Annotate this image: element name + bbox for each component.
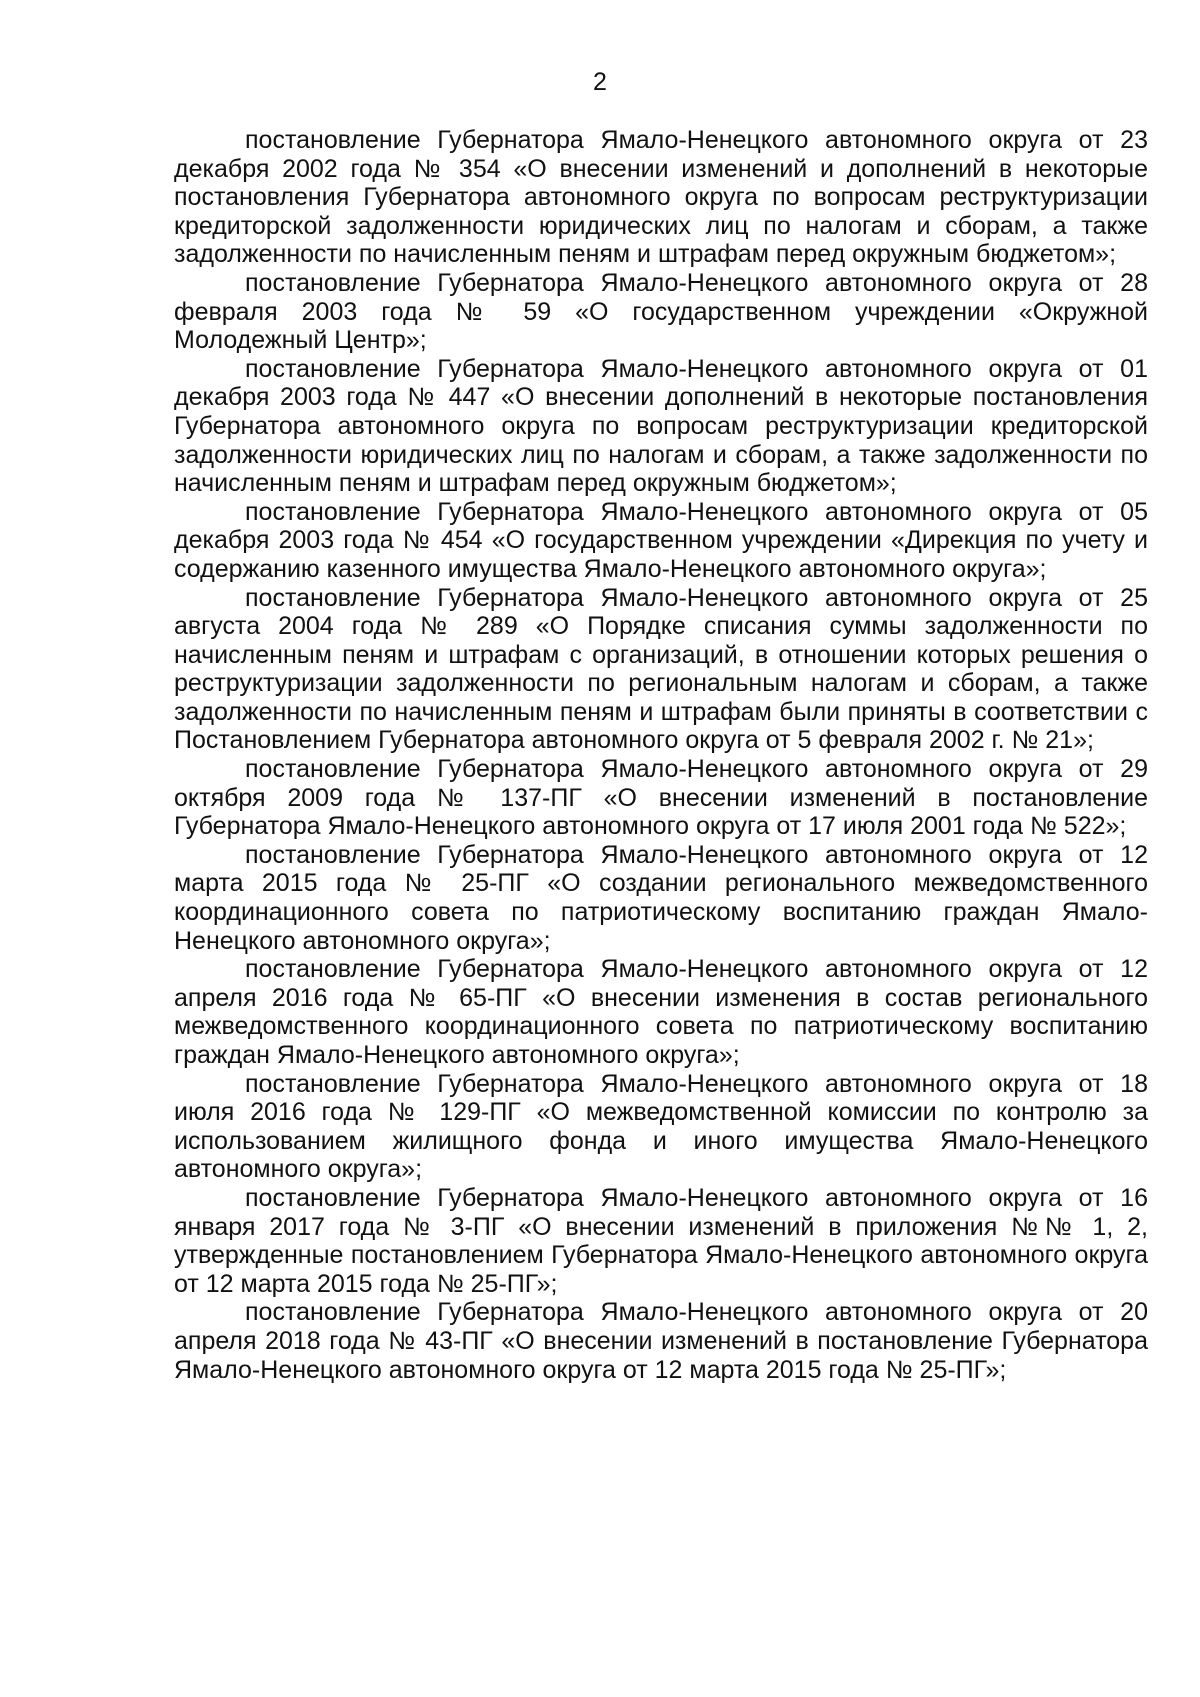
list-item: постановление Губернатора Ямало-Ненецкого автономного округа от 25 августа 2004 года № 289 «О Порядке списания суммы задолженности по начисленным пеням и штрафам с организаций, в отношении которых решения о реструктуризации задолженности по региональным налогам и сборам, а также задолженности по начисленным пеням и штрафам были приняты в соответствии с Постановлением Губернатора автономного округа от 5 февраля 2002 г. № 21»; (174, 583, 1148, 755)
list-item: постановление Губернатора Ямало-Ненецкого автономного округа от 23 декабря 2002 года № 354 «О внесении изменений и дополнений в некоторые постановления Губернатора автономного округа по вопросам реструктуризации кредиторской задолженности юридических лиц по налогам и сборам, а также задолженности по начисленным пеням и штрафам перед окружным бюджетом»; (174, 126, 1148, 269)
list-item: постановление Губернатора Ямало-Ненецкого автономного округа от 18 июля 2016 года № 129-ПГ «О межведомственной комиссии по контролю за использованием жилищного фонда и иного имущества Ямало-Ненецкого автономного округа»; (174, 1069, 1148, 1184)
list-item: постановление Губернатора Ямало-Ненецкого автономного округа от 05 декабря 2003 года № 454 «О государственном учреждении «Дирекция по учету и содержанию казенного имущества Ямало-Ненецкого автономного округа»; (174, 497, 1148, 583)
page-number: 2 (593, 68, 607, 96)
list-item: постановление Губернатора Ямало-Ненецкого автономного округа от 01 декабря 2003 года № 447 «О внесении дополнений в некоторые постановления Губернатора автономного округа по вопросам реструктуризации кредиторской задолженности юридических лиц по налогам и сборам, а также задолженности по начисленным пеням и штрафам перед окружным бюджетом»; (174, 354, 1148, 498)
list-item: постановление Губернатора Ямало-Ненецкого автономного округа от 29 октября 2009 года № 137-ПГ «О внесении изменений в постановление Губернатора Ямало-Ненецкого автономного округа от 17 июля 2001 года № 522»; (174, 755, 1148, 841)
list-item: постановление Губернатора Ямало-Ненецкого автономного округа от 12 марта 2015 года № 25-ПГ «О создании регионального межведомственного координационного совета по патриотическому воспитанию граждан Ямало-Ненецкого автономного округа»; (174, 840, 1148, 955)
document-body (174, 126, 1148, 1384)
list-item: постановление Губернатора Ямало-Ненецкого автономного округа от 28 февраля 2003 года № 59 «О государственном учреждении «Окружной Молодежный Центр»; (174, 268, 1148, 355)
list-item: постановление Губернатора Ямало-Ненецкого автономного округа от 12 апреля 2016 года № 65-ПГ «О внесении изменения в состав регионального межведомственного координационного совета по патриотическому воспитанию граждан Ямало-Ненецкого автономного округа»; (174, 955, 1148, 1069)
list-item: постановление Губернатора Ямало-Ненецкого автономного округа от 16 января 2017 года № 3-ПГ «О внесении изменений в приложения №№ 1, 2, утвержденные постановлением Губернатора Ямало-Ненецкого автономного округа от 12 марта 2015 года № 25-ПГ»; (174, 1183, 1148, 1298)
list-item: постановление Губернатора Ямало-Ненецкого автономного округа от 20 апреля 2018 года № 43-ПГ «О внесении изменений в постановление Губернатора Ямало-Ненецкого автономного округа от 12 марта 2015 года № 25-ПГ»; (174, 1298, 1148, 1384)
